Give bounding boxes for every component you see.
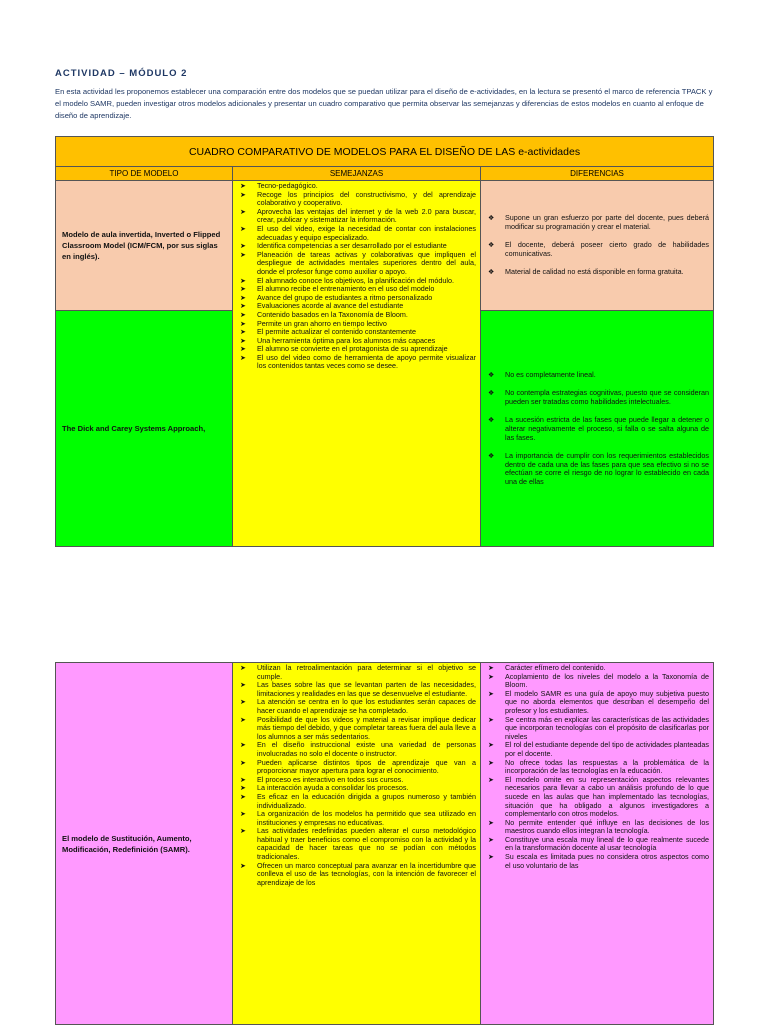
list-item-text: El docente, deberá poseer cierto grado de habilidades comunicativas. (505, 240, 710, 258)
list-item-text: Las bases sobre las que se levantan parten de las necesidades, limitaciones y realidades en las que se desenvuelve el estudiante. (257, 680, 476, 698)
list-item-text: Tecno-pedagógico. (257, 181, 318, 190)
arrow-bullet-icon: ➤ (488, 671, 495, 681)
list-item (485, 853, 709, 870)
list-item (237, 698, 476, 715)
list-item-text: Contenido basados en la Taxonomía de Bloom. (257, 309, 408, 319)
list-item (485, 214, 709, 231)
arrow-bullet-icon: ➤ (240, 791, 247, 801)
intro-paragraph: En esta actividad les proponemos establecer una comparación entre dos modelos que se puedan utilizar para el diseño de e-actividades, en la lectura se presentó el marco de referencia TPACK y el modelo SAMR, pueden investigar otros modelos adicionales y presentar un cuadro comparativo que permita observar las semejanzas y diferencias de estos modelos en cuanto al enfoque de diseño de aprendizaje. (55, 87, 713, 120)
list-item-text: Identifica competencias a ser desarrollado por el estudiante (257, 241, 447, 251)
arrow-bullet-icon: ➤ (240, 249, 247, 259)
arrow-bullet-icon: ➤ (488, 663, 495, 672)
list-item-text: Recoge los principios del constructivismo, y del aprendizaje colaborativo y cooperativo. (257, 189, 476, 208)
arrow-bullet-icon: ➤ (240, 826, 247, 836)
list-item (237, 354, 476, 371)
similarities-cell (233, 181, 481, 547)
diamond-bullet-icon: ❖ (488, 388, 495, 398)
arrow-bullet-icon: ➤ (240, 697, 247, 707)
arrow-bullet-icon: ➤ (240, 241, 247, 251)
diamond-bullet-icon: ❖ (488, 240, 495, 250)
arrow-bullet-icon: ➤ (240, 680, 247, 690)
list-item-text: El uso del video, exige la necesidad de contar con instalaciones adecuadas y equipo especializado. (257, 223, 476, 242)
arrow-bullet-icon: ➤ (240, 318, 247, 328)
arrow-bullet-icon: ➤ (240, 740, 247, 750)
arrow-bullet-icon: ➤ (488, 714, 495, 724)
list-item (485, 716, 709, 742)
diamond-bullet-icon: ❖ (488, 415, 495, 425)
arrow-bullet-icon: ➤ (240, 309, 247, 319)
column-header-similarities: SEMEJANZAS (233, 167, 481, 181)
comparison-table-2 (55, 662, 714, 1025)
arrow-bullet-icon: ➤ (488, 834, 495, 844)
list-item (485, 836, 709, 853)
list-item-text: Material de calidad no está disponible en forma gratuita. (505, 267, 684, 277)
arrow-bullet-icon: ➤ (488, 817, 495, 827)
arrow-bullet-icon: ➤ (240, 714, 247, 724)
list-item-text: Pueden aplicarse distintos tipos de aprendizaje que van a proporcionar mayor apertura para lograr el conocimiento. (257, 757, 476, 776)
arrow-bullet-icon: ➤ (240, 327, 247, 337)
similarities-list (233, 181, 480, 372)
differences-list-flipped (481, 213, 713, 278)
list-item-text: El modelo SAMR es una guía de apoyo muy subjetiva puesto que no aborda elementos que describan el desempeño del profesor y los estudiantes. (505, 688, 709, 715)
diamond-bullet-icon: ❖ (488, 267, 495, 277)
list-item (237, 681, 476, 698)
diamond-bullet-icon: ❖ (488, 369, 495, 379)
list-item (237, 208, 476, 225)
arrow-bullet-icon: ➤ (240, 783, 247, 793)
list-item (485, 673, 709, 690)
list-item-text: No contempla estrategias cognitivas, puesto que se consideran pueden ser tratadas como habilidades intelectuales. (505, 388, 710, 406)
arrow-bullet-icon: ➤ (488, 757, 495, 767)
arrow-bullet-icon: ➤ (240, 774, 247, 784)
list-item-text: Aprovecha las ventajas del internet y de la web 2.0 para buscar, crear, publicar y sistematizar la información. (257, 206, 476, 225)
model-flipped-classroom: Modelo de aula invertida, Inverted o Flipped Classroom Model (ICM/FCM, por sus siglas en inglés). (56, 181, 233, 311)
list-item (237, 716, 476, 742)
list-item-text: Avance del grupo de estudiantes a ritmo personalizado (257, 292, 433, 302)
table-title: CUADRO COMPARATIVO DE MODELOS PARA EL DISEÑO DE LAS e-actividades (56, 137, 714, 167)
list-item-text: La atención se centra en lo que los estudiantes serán capaces de hacer cuando el aprendizaje se ha completado. (257, 697, 476, 715)
list-item-text: No permite entender qué influye en las decisiones de los maestros cuando ellos integran la tecnología. (505, 817, 709, 836)
arrow-bullet-icon: ➤ (240, 335, 247, 345)
diamond-bullet-icon: ❖ (488, 451, 495, 461)
list-item-text: El alumno se convierte en el protagonista de su aprendizaje (257, 344, 448, 354)
list-item-text: El uso del video como de herramienta de apoyo permite visualizar los contenidos tantas veces como se desee. (257, 352, 476, 371)
list-item-text: Se centra más en explicar las características de las actividades que incorporan tecnologías con el propósito de clasificarlas por niveles (505, 714, 709, 741)
list-item (237, 741, 476, 758)
list-item (237, 664, 476, 681)
arrow-bullet-icon: ➤ (488, 852, 495, 862)
list-item (237, 191, 476, 208)
list-item-text: Una herramienta óptima para los alumnos más capaces (257, 335, 436, 345)
arrow-bullet-icon: ➤ (240, 301, 247, 311)
list-item (485, 741, 709, 758)
model-dick-carey: The Dick and Carey Systems Approach, (56, 311, 233, 547)
list-item-text: No es completamente lineal. (505, 369, 596, 379)
arrow-bullet-icon: ➤ (240, 292, 247, 302)
model-samr: El modelo de Sustitución, Aumento, Modificación, Redefinición (SAMR). (56, 663, 233, 1025)
list-item-text: La organización de los modelos ha permitido que sea utilizado en instituciones y empresas no educativas. (257, 809, 476, 827)
arrow-bullet-icon: ➤ (240, 189, 247, 199)
arrow-bullet-icon: ➤ (488, 740, 495, 750)
list-item-text: El proceso es interactivo en todos sus cursos. (257, 774, 404, 784)
list-item-text: Supone un gran esfuerzo por parte del docente, pues deberá modificar su programación y crear el material. (505, 213, 710, 231)
arrow-bullet-icon: ➤ (240, 757, 247, 767)
list-item-text: La interacción ayuda a consolidar los procesos. (257, 783, 409, 793)
list-item-text: Planeación de tareas activas y colaborativas que impliquen el despliegue de actividades mentales superiores dentro del aula, donde el profesor funge como auxiliar o apoyo. (257, 249, 476, 276)
activity-heading: ACTIVIDAD – MÓDULO 2 (55, 68, 188, 79)
arrow-bullet-icon: ➤ (488, 774, 495, 784)
arrow-bullet-icon: ➤ (240, 275, 247, 285)
differences-cell-flipped (481, 181, 714, 311)
arrow-bullet-icon: ➤ (240, 344, 247, 354)
list-item-text: El rol del estudiante depende del tipo de actividades planteadas por el docente. (505, 740, 709, 758)
list-item (485, 416, 709, 442)
differences-cell-dick-carey (481, 311, 714, 547)
list-item-text: La importancia de cumplir con los requerimientos establecidos dentro de cada una de las fases para que sea efectivo si no se efectúan se corre el riesgo de no lograr lo establecido en cada una de ellas (505, 451, 710, 486)
differences-cell-samr (481, 663, 714, 1025)
list-item (485, 819, 709, 836)
list-item (485, 776, 709, 819)
list-item-text: Acoplamiento de los niveles del modelo a la Taxonomía de Bloom. (505, 671, 709, 690)
list-item-text: Las actividades redefinidas pueden alterar el curso metodológico habitual y traer beneficios como el compromiso con la actividad y la capacidad de hacer tareas que no se podían con métodos tradicionales. (257, 826, 476, 862)
list-item-text: Carácter efímero del contenido. (505, 663, 606, 672)
list-item-text: Su escala es limitada pues no considera otros aspectos como el uso voluntario de las (505, 852, 709, 870)
list-item-text: Utilizan la retroalimentación para determinar si el objetivo se cumple. (257, 663, 476, 681)
list-item (237, 827, 476, 861)
arrow-bullet-icon: ➤ (240, 352, 247, 362)
list-item (237, 225, 476, 242)
list-item (237, 759, 476, 776)
list-item-text: El alumnado conoce los objetivos, la planificación del módulo. (257, 275, 454, 285)
list-item-text: El alumno recibe el entrenamiento en el uso del modelo (257, 284, 435, 294)
column-header-model: TIPO DE MODELO (56, 167, 233, 181)
list-item (237, 810, 476, 827)
list-item (485, 690, 709, 716)
list-item-text: El modelo omite en su representación aspectos relevantes necesarios para llevar a cabo un análisis profundo de lo que sucede en las aulas que han implementado las tecnologías, situación que ha obligado a algunos investigadores a complementarlo con otros modelos. (505, 774, 709, 819)
differences-list-dick-carey (481, 370, 713, 488)
list-item-text: Posibilidad de que los videos y material a revisar implique dedicar más tiempo del debido, y que completar tareas fuera del aula lleve a los alumnos a ser más sedentarios. (257, 714, 476, 741)
list-item (485, 759, 709, 776)
column-header-differences: DIFERENCIAS (481, 167, 714, 181)
list-item (237, 251, 476, 277)
list-item (485, 371, 709, 380)
list-item-text: Permite un gran ahorro en tiempo lectivo (257, 318, 387, 328)
arrow-bullet-icon: ➤ (240, 181, 247, 190)
list-item (237, 793, 476, 810)
similarities-cell-samr (233, 663, 481, 1025)
diamond-bullet-icon: ❖ (488, 213, 495, 223)
list-item-text: La sucesión estricta de las fases que puede llegar a detener o alterar negativamente el proceso, si falla o se salta alguna de las fases. (505, 415, 710, 442)
arrow-bullet-icon: ➤ (240, 860, 247, 870)
list-item (485, 389, 709, 406)
list-item-text: En el diseño instruccional existe una variedad de personas involucradas no solo el docente o instructor. (257, 740, 476, 758)
list-item (237, 862, 476, 888)
list-item-text: Ofrecen un marco conceptual para avanzar en la incertidumbre que conlleva el uso de las tecnologías, con la intención de favorecer el aprendizaje de los (257, 860, 476, 887)
differences-list-samr (481, 663, 713, 871)
list-item-text: Constituye una escala muy lineal de lo que realmente sucede en la transformación docente al usar tecnología (505, 834, 709, 853)
list-item (485, 268, 709, 277)
list-item (485, 241, 709, 258)
list-item-text: El permite actualizar el contenido constantemente (257, 327, 417, 337)
arrow-bullet-icon: ➤ (240, 206, 247, 216)
arrow-bullet-icon: ➤ (488, 688, 495, 698)
arrow-bullet-icon: ➤ (240, 663, 247, 672)
arrow-bullet-icon: ➤ (240, 809, 247, 819)
list-item-text: Evaluaciones acorde al avance del estudiante (257, 301, 404, 311)
arrow-bullet-icon: ➤ (240, 223, 247, 233)
arrow-bullet-icon: ➤ (240, 284, 247, 294)
list-item (485, 452, 709, 486)
similarities-list-samr (233, 663, 480, 888)
list-item-text: Es eficaz en la educación dirigida a grupos numeroso y también individualizado. (257, 791, 476, 810)
list-item-text: No ofrece todas las respuestas a la problemática de la incorporación de las tecnologías en la educación. (505, 757, 709, 776)
comparison-table-1 (55, 136, 714, 547)
